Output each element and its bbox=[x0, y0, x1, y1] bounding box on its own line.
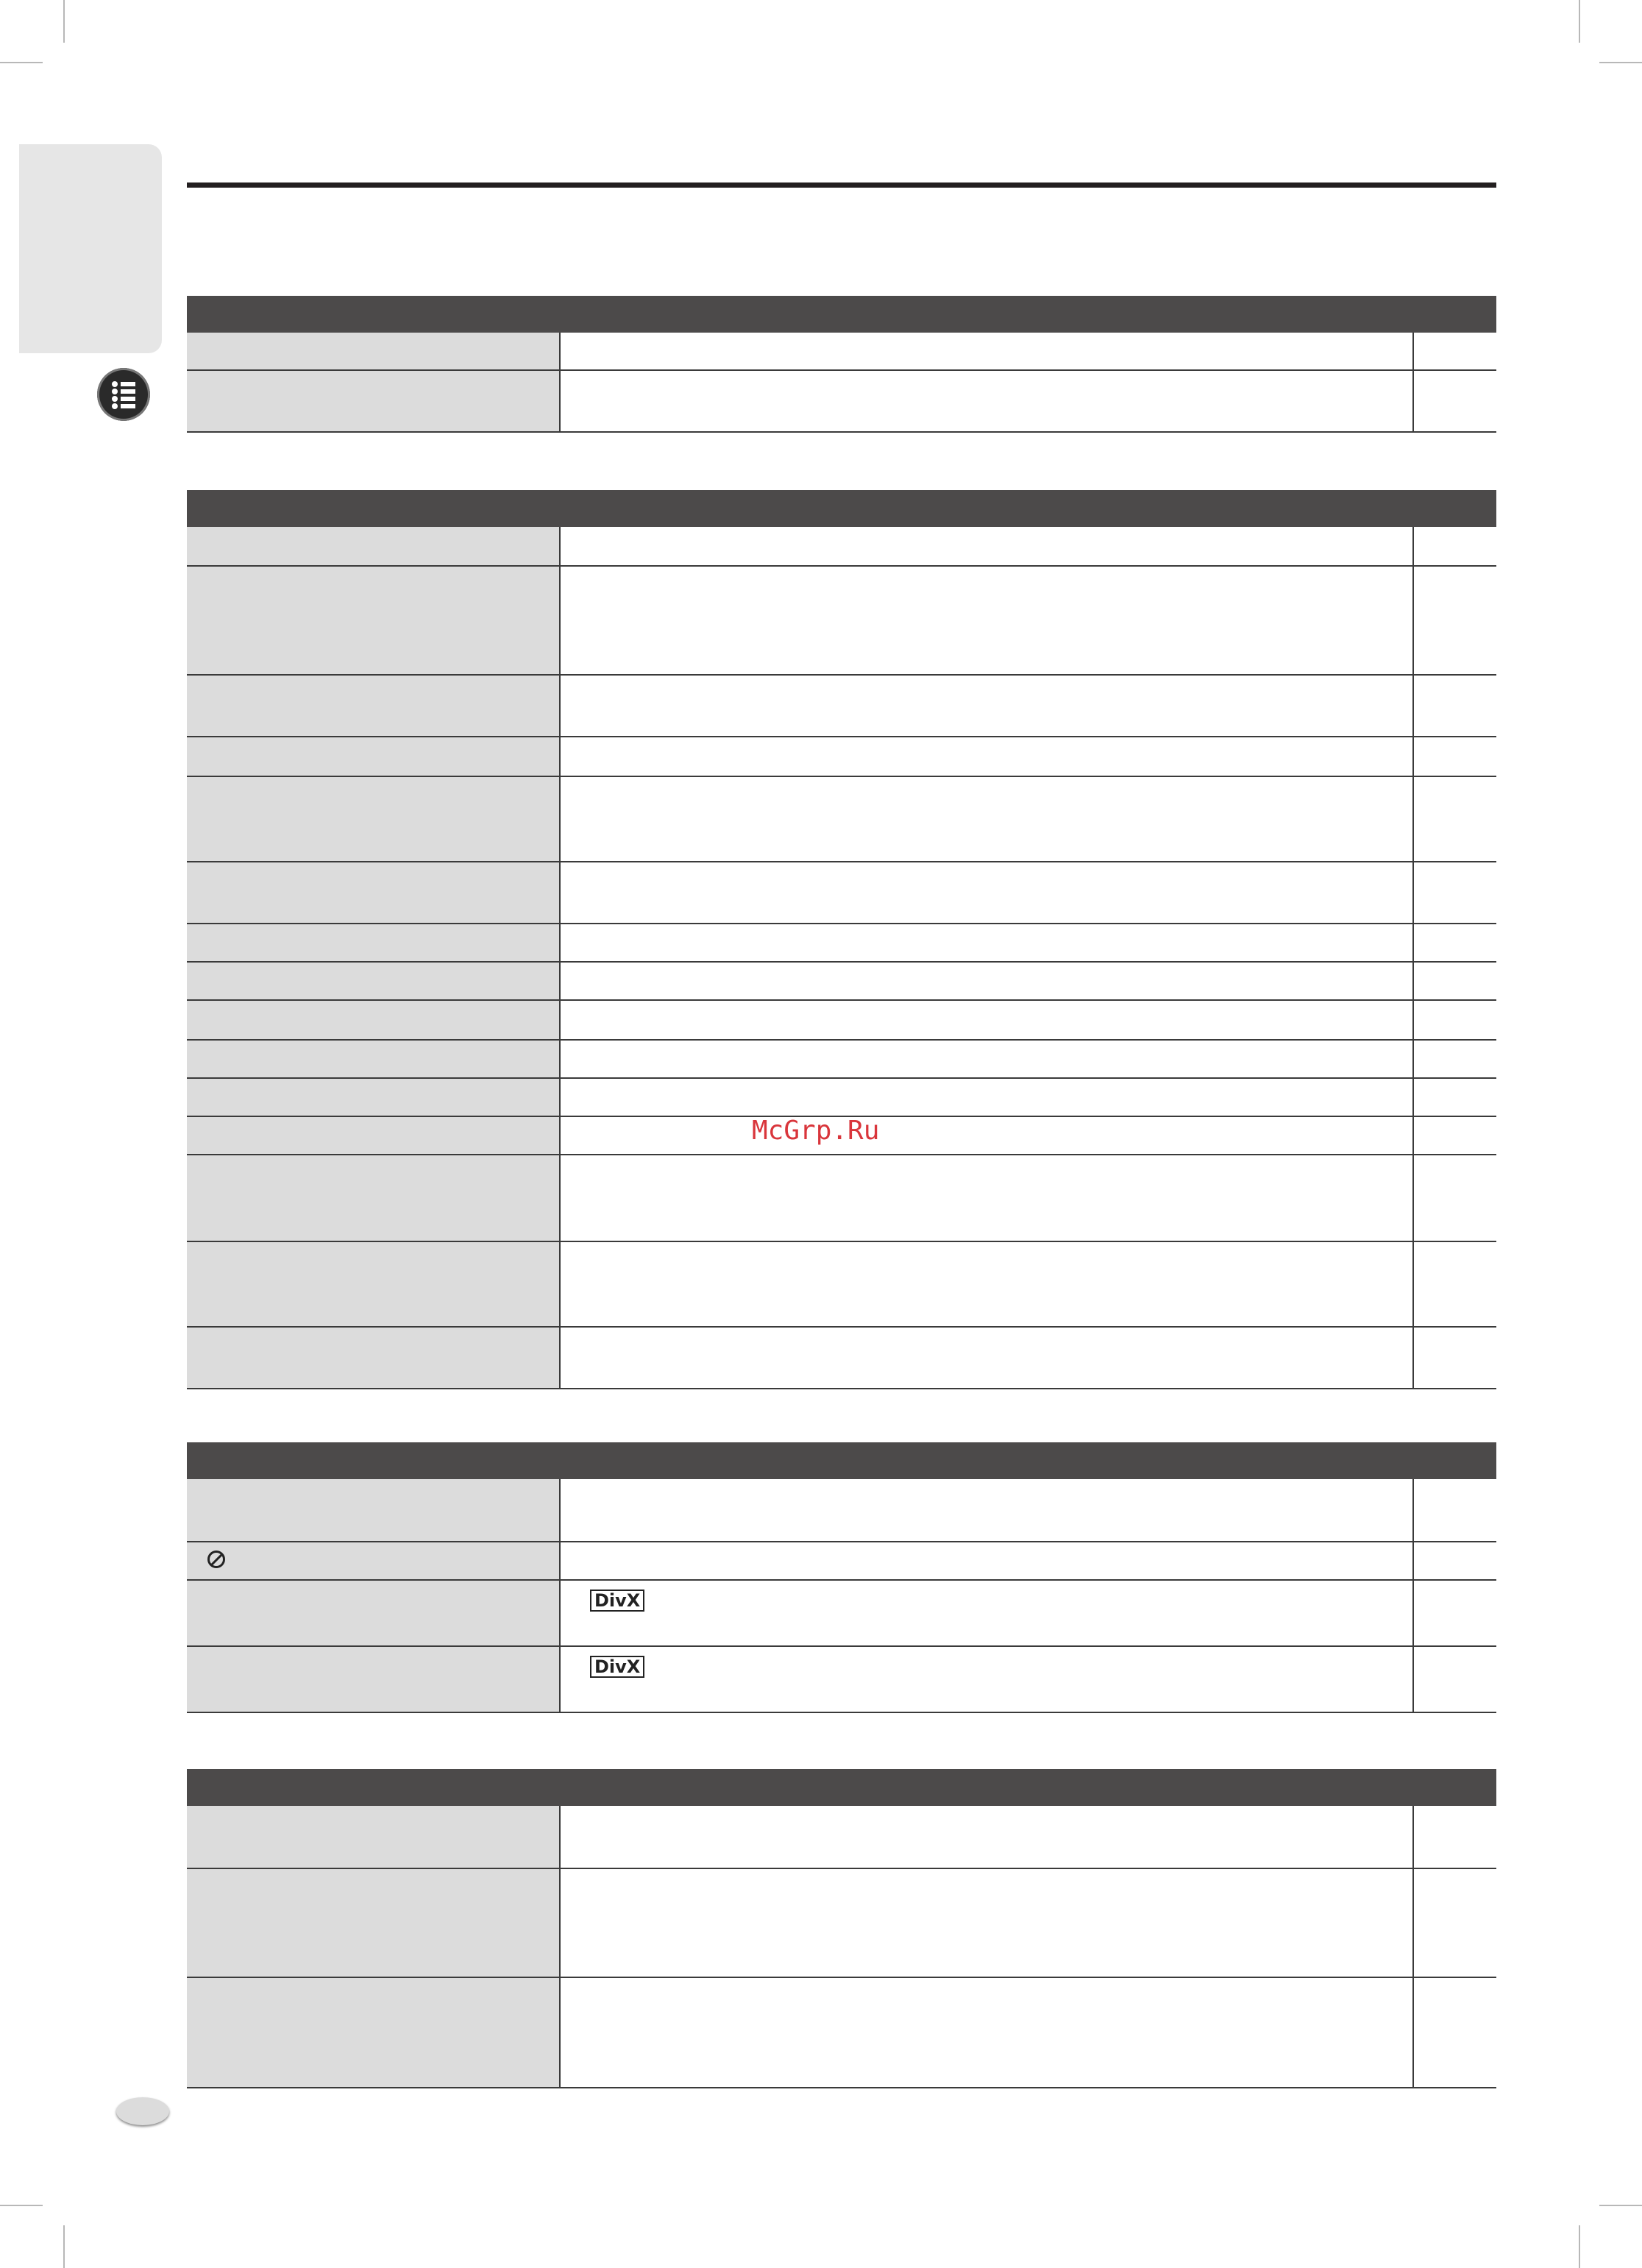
side-tab bbox=[19, 144, 162, 353]
table-row bbox=[187, 527, 1496, 567]
list-menu-icon bbox=[97, 368, 150, 421]
table-row bbox=[187, 924, 1496, 963]
table-row bbox=[187, 1155, 1496, 1242]
table-section-4 bbox=[187, 1769, 1496, 2088]
crop-mark bbox=[1599, 2205, 1642, 2206]
table-row bbox=[187, 1581, 1496, 1647]
section-header bbox=[187, 296, 1496, 333]
table-row bbox=[187, 1479, 1496, 1542]
table-row bbox=[187, 1328, 1496, 1389]
crop-mark bbox=[0, 62, 43, 63]
crop-mark bbox=[63, 0, 65, 43]
crop-mark bbox=[63, 2225, 65, 2268]
section-header bbox=[187, 1769, 1496, 1806]
crop-mark bbox=[1599, 62, 1642, 63]
crop-mark bbox=[1579, 2225, 1580, 2268]
section-header bbox=[187, 490, 1496, 527]
watermark-text: McGrp.Ru bbox=[752, 1116, 880, 1146]
divx-badge: DivX bbox=[590, 1656, 644, 1678]
divx-badge: DivX bbox=[590, 1590, 644, 1612]
table-row bbox=[187, 1242, 1496, 1328]
crop-mark bbox=[0, 2205, 43, 2206]
top-rule bbox=[187, 182, 1496, 188]
table-section-3 bbox=[187, 1442, 1496, 1713]
page-number-badge bbox=[116, 2097, 169, 2125]
table-row bbox=[187, 1978, 1496, 2088]
table-section-1 bbox=[187, 296, 1496, 433]
table-row bbox=[187, 333, 1496, 371]
table-row bbox=[187, 676, 1496, 737]
table-row bbox=[187, 567, 1496, 676]
table-row bbox=[187, 1079, 1496, 1117]
table-row bbox=[187, 1806, 1496, 1869]
prohibit-icon bbox=[207, 1551, 225, 1568]
table-row bbox=[187, 862, 1496, 924]
table-row bbox=[187, 1001, 1496, 1041]
table-row bbox=[187, 1647, 1496, 1713]
table-row bbox=[187, 1542, 1496, 1581]
table-section-2 bbox=[187, 490, 1496, 1389]
crop-mark bbox=[1579, 0, 1580, 43]
table-row bbox=[187, 777, 1496, 862]
table-row bbox=[187, 963, 1496, 1001]
table-row bbox=[187, 1869, 1496, 1978]
section-header bbox=[187, 1442, 1496, 1479]
table-row bbox=[187, 1041, 1496, 1079]
table-row bbox=[187, 371, 1496, 433]
table-row bbox=[187, 737, 1496, 777]
